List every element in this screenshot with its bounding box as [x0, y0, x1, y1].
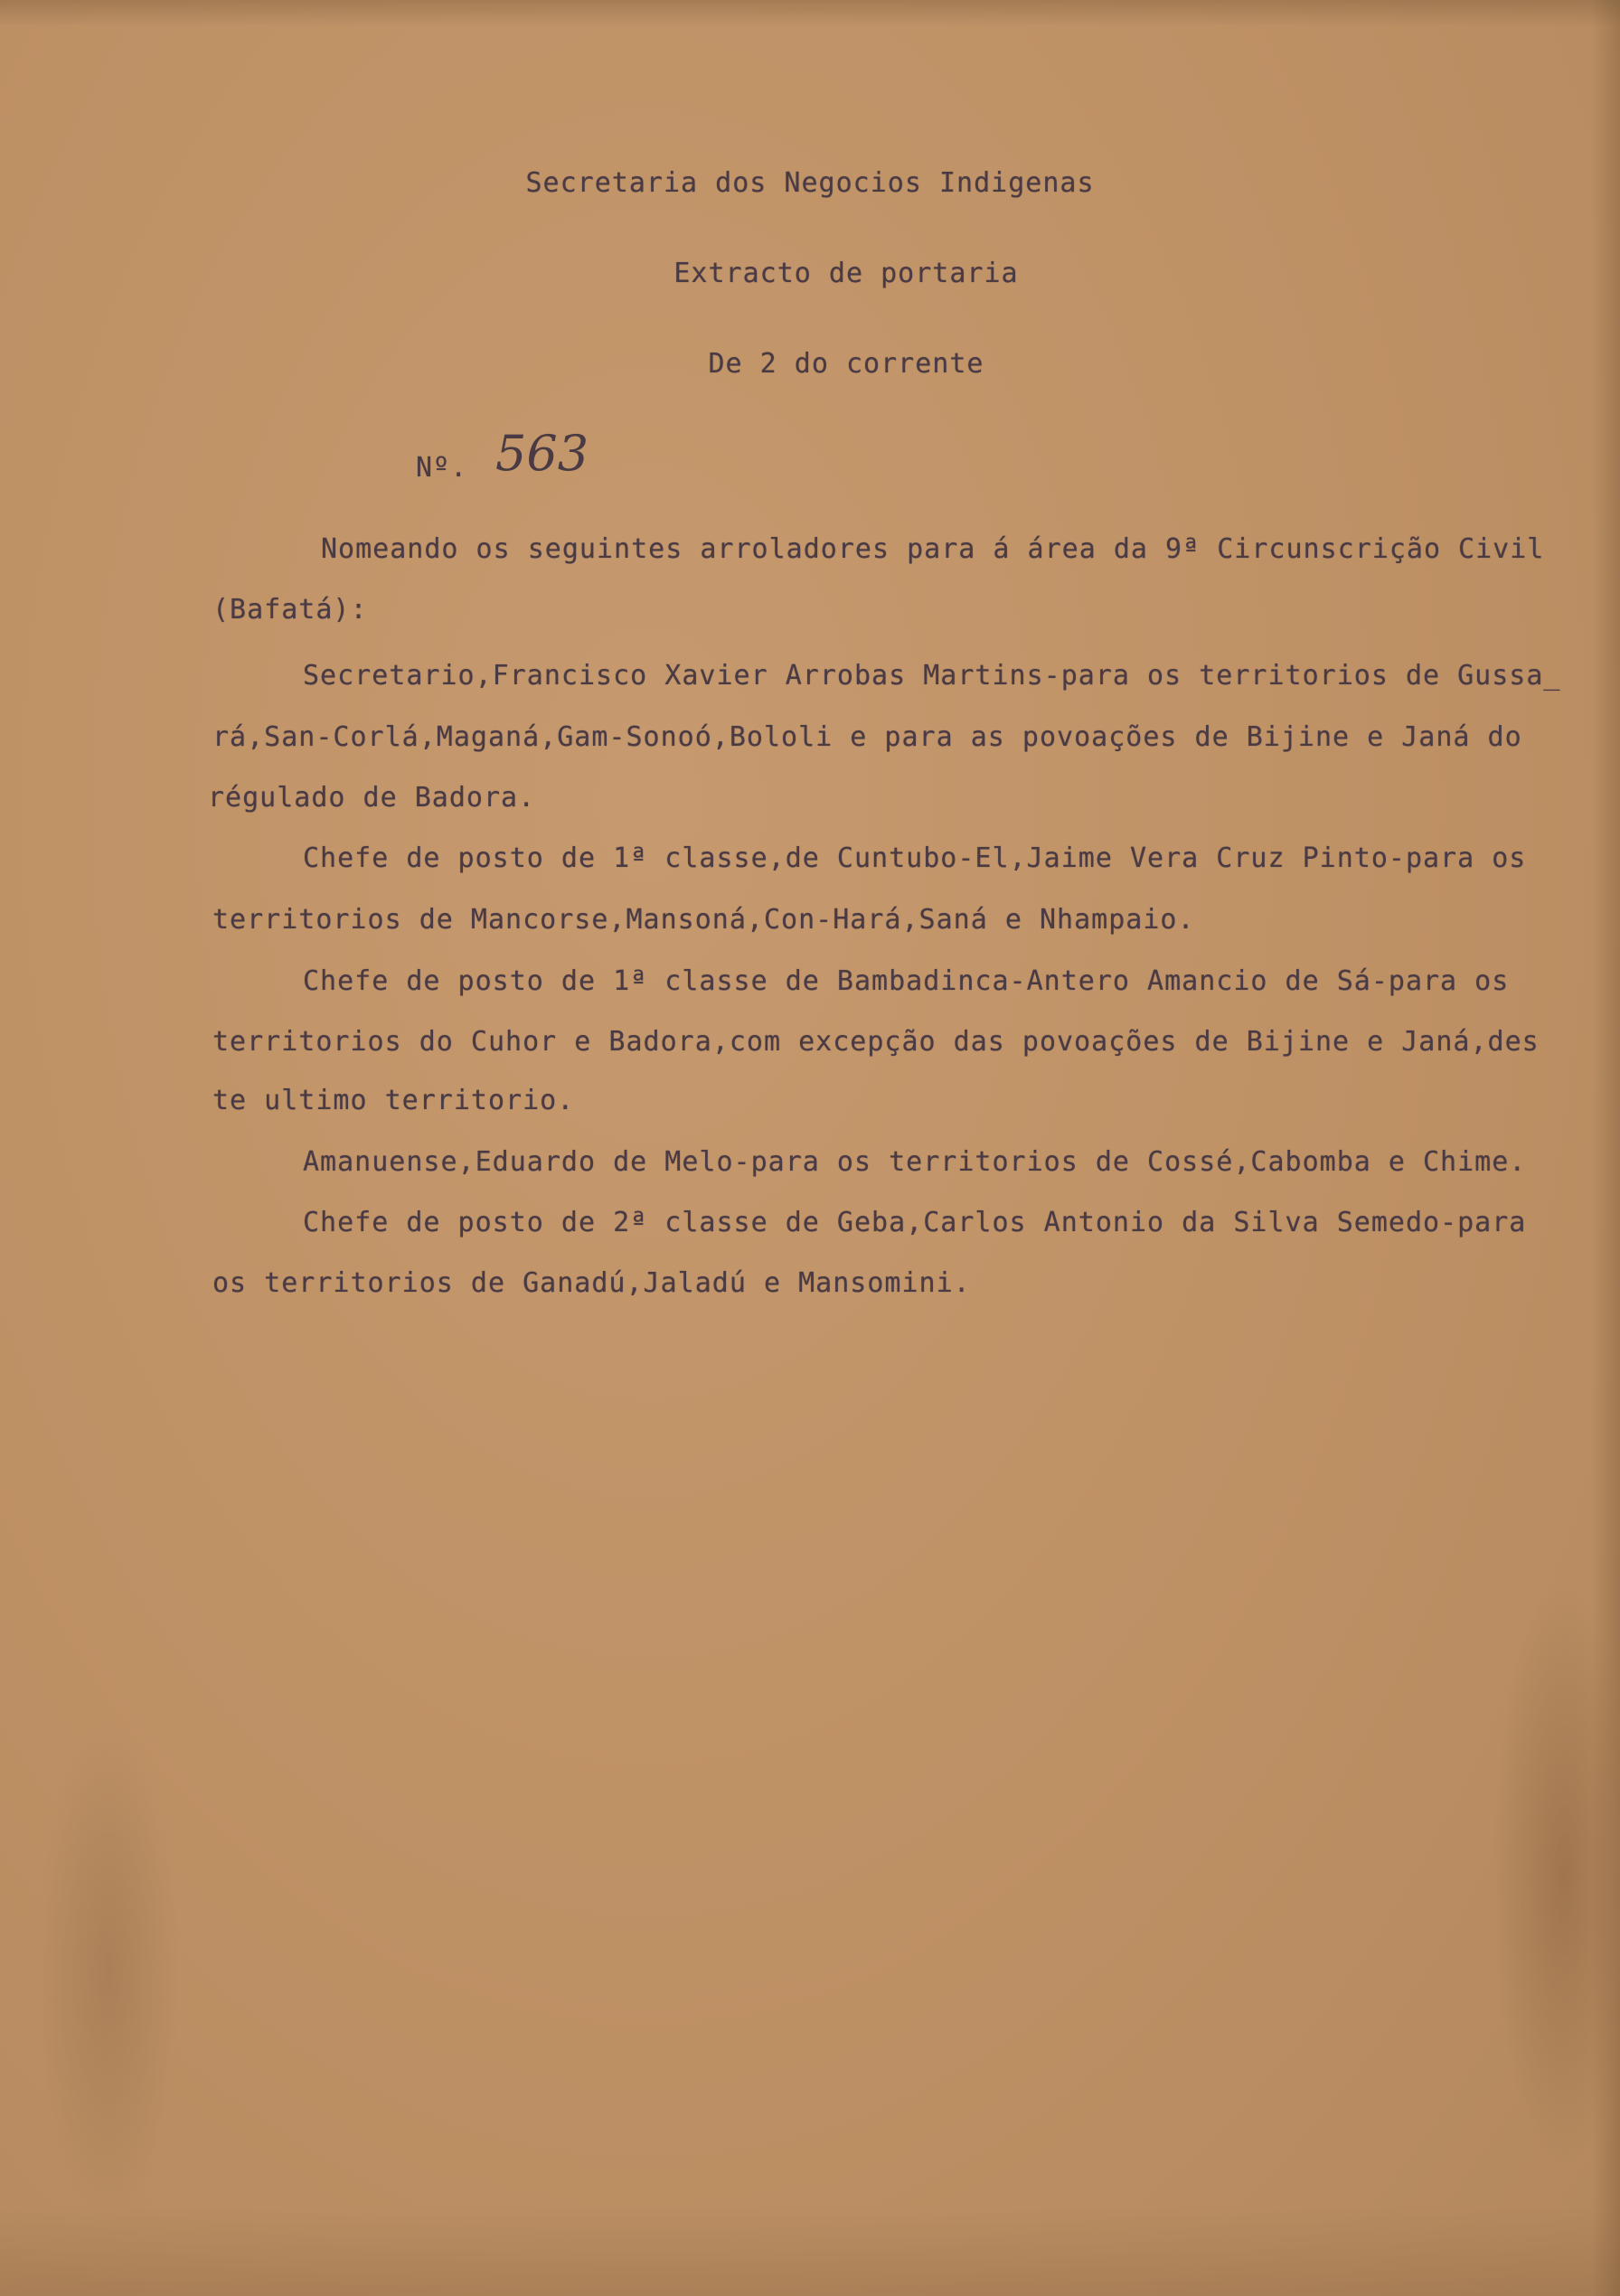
page-top-edge: [0, 0, 1620, 27]
text-line-5: régulado de Badora.: [208, 782, 536, 814]
text-line-10: te ultimo territorio.: [212, 1085, 575, 1116]
department-heading: Secretaria dos Negocios Indigenas: [525, 167, 1095, 199]
text-line-3: Secretario,Francisco Xavier Arrobas Martins-para os territorios de Gussa_: [303, 660, 1561, 692]
text-line-7: territorios de Mancorse,Mansoná,Con-Hará,Saná e Nhampaio.: [212, 904, 1195, 936]
page-right-edge: [1591, 0, 1620, 2296]
text-line-8: Chefe de posto de 1ª classe de Bambadinca-Antero Amancio de Sá-para os: [303, 965, 1510, 997]
handwritten-number: 563: [495, 425, 589, 482]
text-line-9: territorios do Cuhor e Badora,com excepção das povoações de Bijine e Janá,des: [212, 1026, 1540, 1058]
text-line-11: Amanuense,Eduardo de Melo-para os territorios de Cossé,Cabomba e Chime.: [303, 1146, 1527, 1178]
document-date: De 2 do corrente: [708, 348, 984, 380]
number-label: Nº.: [416, 452, 468, 484]
text-line-6: Chefe de posto de 1ª classe,de Cuntubo-El,Jaime Vera Cruz Pinto-para os: [303, 842, 1527, 874]
text-line-2: (Bafatá):: [212, 594, 368, 626]
text-line-12: Chefe de posto de 2ª classe de Geba,Carlos Antonio da Silva Semedo-para: [303, 1207, 1527, 1238]
document-subtitle: Extracto de portaria: [673, 258, 1019, 289]
text-line-13: os territorios de Ganadú,Jaladú e Mansomini.: [212, 1267, 971, 1299]
text-line-1: Nomeando os seguintes arroladores para á área da 9ª Circunscrição Civil: [321, 533, 1545, 565]
water-stain-left: [36, 1717, 181, 2224]
text-line-4: rá,San-Corlá,Maganá,Gam-Sonoó,Bololi e para as povoações de Bijine e Janá do: [212, 721, 1522, 753]
worn-bottom-edge: [0, 2206, 1620, 2296]
